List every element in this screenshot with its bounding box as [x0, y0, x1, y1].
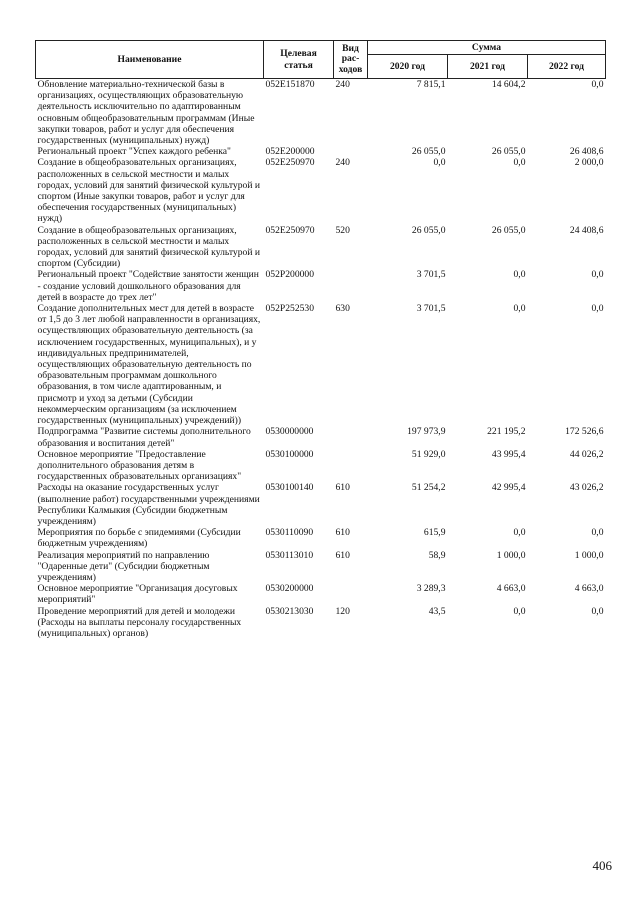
header-2022: 2022 год: [528, 55, 606, 79]
row-sum-2022: 0,0: [591, 303, 604, 315]
row-sum-2022: 0,0: [591, 269, 604, 281]
row-target-code: 0530200000: [265, 583, 314, 595]
row-sum-2020: 26 055,0: [411, 146, 446, 158]
row-expense-kind: [334, 583, 368, 605]
row-name: Мероприятия по борьбе с эпидемиями (Субсидии бюджетным учреждениям): [37, 527, 241, 550]
row-target-code: 0530100140: [265, 482, 314, 494]
row-sum-2021: 43 995,4: [491, 448, 526, 460]
row-sum-2021: 1 000,0: [496, 549, 526, 561]
row-sum-2020: 197 973,9: [407, 426, 446, 438]
row-sum-2022: 0,0: [591, 79, 604, 90]
table-row: [36, 146, 606, 157]
row-name: Создание дополнительных мест для детей в возрасте от 1,5 до 3 лет любой направленности в организациях, осуществляющих образовательную деятельность (за исключением государственных, муниципальных), и у индивидуальных предпринимателей, осуществляющих образовательную деятельность по образовательным программам дошкольного образования, в том числе адаптированным, и присмотр и уход за детьми (Субсидии некоммерческим организациям (за исключением государственных (муниципальных) учреждений)): [37, 303, 261, 427]
row-sum-2021: 0,0: [513, 527, 526, 539]
row-expense-kind: 240: [335, 157, 350, 169]
header-target: Целевая статья: [264, 41, 334, 79]
row-sum-2022: 24 408,6: [569, 224, 604, 236]
row-expense-kind: 120: [335, 605, 350, 617]
row-target-code: 0530110090: [265, 527, 314, 539]
row-sum-2022: 172 526,6: [565, 426, 604, 438]
row-name: Реализация мероприятий по направлению "Одаренные дети" (Субсидии бюджетным учреждениям): [37, 549, 210, 583]
row-sum-2020: 3 701,5: [416, 269, 446, 281]
row-sum-2021: 26 055,0: [491, 224, 526, 236]
row-sum-2020: 7 815,1: [416, 79, 446, 90]
row-name: Создание в общеобразовательных организациях, расположенных в сельской местности и малых городах, условий для занятий физической культурой и спортом (Субсидии): [37, 224, 260, 270]
row-sum-2021: 42 995,4: [491, 482, 526, 494]
row-sum-2020: 0,0: [433, 157, 446, 169]
row-target-code: 0530213030: [265, 605, 314, 617]
row-target-code: 0530113010: [265, 549, 314, 561]
table-row: [36, 269, 606, 303]
row-expense-kind: 610: [335, 527, 350, 539]
row-sum-2021: 0,0: [513, 157, 526, 169]
row-sum-2022: 2 000,0: [574, 157, 604, 169]
row-name: Региональный проект "Успех каждого ребенка": [37, 146, 231, 158]
row-sum-2022: 0,0: [591, 605, 604, 617]
row-expense-kind: 240: [335, 79, 350, 90]
budget-table: [35, 40, 606, 639]
table-row: [36, 606, 606, 640]
row-sum-2021: 0,0: [513, 605, 526, 617]
row-sum-2021: 4 663,0: [496, 583, 526, 595]
header-sum: Сумма: [368, 41, 606, 55]
row-target-code: 052E250970: [265, 224, 315, 236]
row-sum-2022: 43 026,2: [569, 482, 604, 494]
header-2021: 2021 год: [448, 55, 528, 79]
table-row: [36, 426, 606, 448]
row-sum-2020: 26 055,0: [411, 224, 446, 236]
row-expense-kind: 610: [335, 549, 350, 561]
row-target-code: 052E250970: [265, 157, 315, 169]
table-row: [36, 550, 606, 584]
page-number: 406: [592, 858, 612, 873]
row-sum-2022: 26 408,6: [569, 146, 604, 158]
row-target-code: 052P200000: [265, 269, 315, 281]
header-kind: Вид рас-ходов: [334, 41, 368, 79]
row-expense-kind: 610: [335, 482, 350, 494]
row-expense-kind: 520: [335, 224, 350, 236]
row-target-code: 052E200000: [265, 146, 315, 158]
table-row: [36, 583, 606, 605]
row-sum-2021: 14 604,2: [491, 79, 526, 90]
table-header: [36, 41, 606, 79]
row-name: Подпрограмма "Развитие системы дополнительного образования и воспитания детей": [37, 426, 251, 449]
row-sum-2021: 0,0: [513, 269, 526, 281]
row-sum-2020: 51 929,0: [411, 448, 446, 460]
row-expense-kind: [334, 426, 368, 448]
row-expense-kind: [334, 269, 368, 303]
row-name: Расходы на оказание государственных услуг (выполнение работ) государственными учреждениями Республики Калмыкия (Субсидии бюджетным учреждениям): [37, 482, 260, 527]
row-name: Создание в общеобразовательных организациях, расположенных в сельской местности и малых городах, условий для занятий физической культурой и спортом (Иные закупки товаров, работ и услуг для обеспечения государственных (муниципальных) нужд): [37, 157, 260, 225]
row-target-code: 052P252530: [265, 303, 315, 315]
row-name: Основное мероприятие "Предоставление дополнительного образования детям в государственных образовательных организациях": [37, 448, 242, 483]
table-row: [36, 449, 606, 483]
row-sum-2020: 43,5: [428, 605, 446, 617]
table-row: [36, 303, 606, 426]
header-name: Наименование: [36, 41, 264, 79]
table-row: [36, 157, 606, 224]
row-expense-kind: [334, 146, 368, 157]
row-expense-kind: [334, 449, 368, 483]
row-sum-2020: 3 701,5: [416, 303, 446, 315]
row-name: Основное мероприятие "Организация досуговых мероприятий": [37, 583, 238, 606]
table-row: [36, 527, 606, 549]
row-expense-kind: 630: [335, 303, 350, 315]
row-sum-2021: 221 195,2: [487, 426, 526, 438]
table-row: [36, 225, 606, 270]
row-sum-2021: 26 055,0: [491, 146, 526, 158]
row-sum-2020: 3 289,3: [416, 583, 446, 595]
table-row: [36, 482, 606, 527]
header-2020: 2020 год: [368, 55, 448, 79]
row-name: Проведение мероприятий для детей и молодежи (Расходы на выплаты персоналу государственных (муниципальных) органов): [37, 605, 242, 639]
row-sum-2022: 44 026,2: [569, 448, 604, 460]
table-body: [36, 79, 606, 640]
row-name: Обновление материально-технической базы в организациях, осуществляющих образовательную деятельность исключительно по адаптированным основным общеобразовательным программам (Иные закупки товаров, работ и услуг для обеспечения государственных (муниципальных) нужд): [37, 79, 255, 147]
row-target-code: 0530000000: [265, 426, 314, 438]
row-sum-2022: 4 663,0: [574, 583, 604, 595]
row-sum-2021: 0,0: [513, 303, 526, 315]
table-row: [36, 79, 606, 147]
row-name: Региональный проект "Содействие занятости женщин - создание условий дошкольного образования для детей в возрасте до трех лет": [37, 269, 259, 303]
row-sum-2020: 615,9: [423, 527, 446, 539]
row-target-code: 052E151870: [265, 79, 315, 90]
row-sum-2020: 58,9: [428, 549, 446, 561]
row-sum-2022: 1 000,0: [574, 549, 604, 561]
row-sum-2020: 51 254,2: [411, 482, 446, 494]
row-target-code: 0530100000: [265, 448, 314, 460]
row-sum-2022: 0,0: [591, 527, 604, 539]
